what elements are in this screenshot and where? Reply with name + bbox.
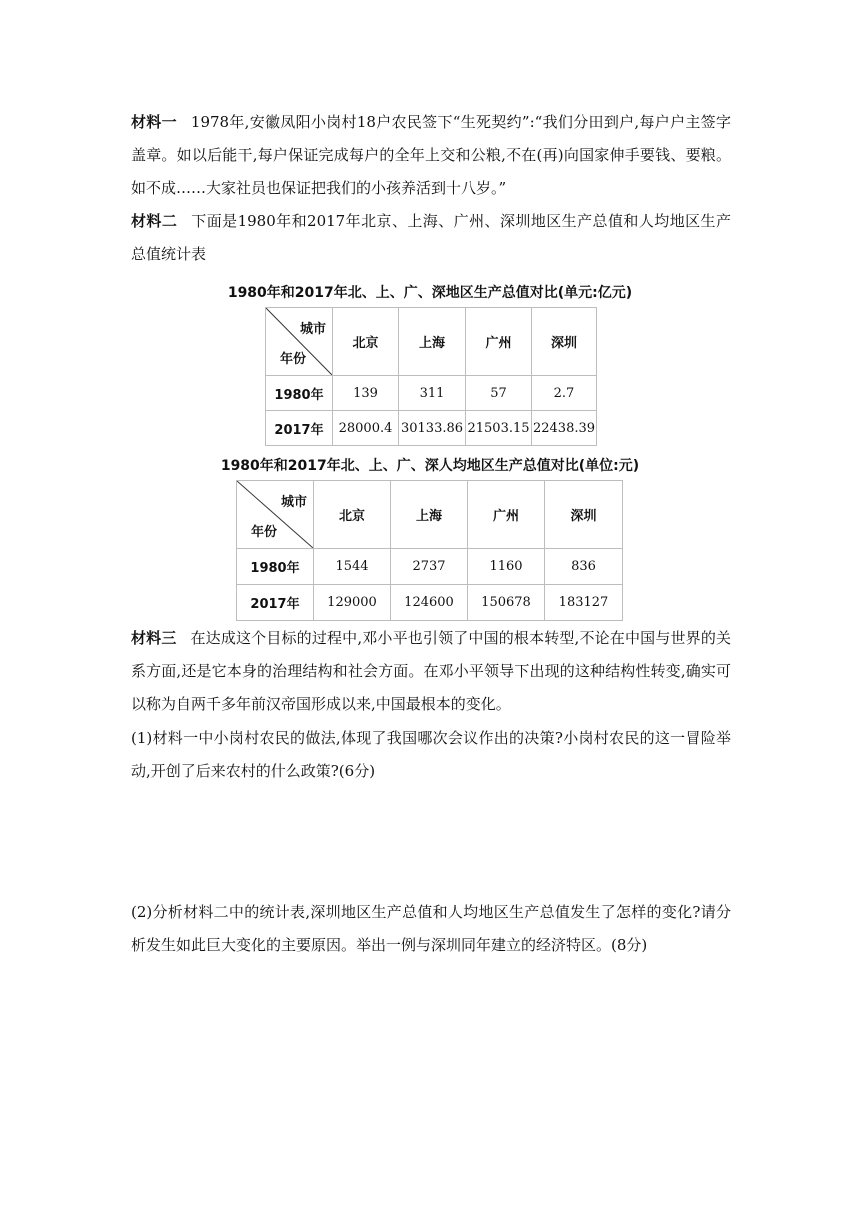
table-cell: 57 <box>466 376 532 411</box>
corner-city-label: 城市 <box>299 322 326 337</box>
material-three <box>131 622 731 721</box>
table-row <box>266 411 597 446</box>
table-cell: 2737 <box>391 549 468 585</box>
column-header: 上海 <box>391 481 468 549</box>
material-one-label: 材料一 <box>131 113 177 131</box>
table-corner-cell <box>266 308 333 376</box>
table-row <box>237 585 623 621</box>
column-header: 深圳 <box>545 481 623 549</box>
table-corner-cell <box>237 481 314 549</box>
row-header: 1980年 <box>237 549 314 585</box>
material-two-text: 下面是1980年和2017年北京、上海、广州、深圳地区生产总值和人均地区生产总值统计表 <box>131 212 731 263</box>
table-row <box>237 549 623 585</box>
question-two: (2)分析材料二中的统计表,深圳地区生产总值和人均地区生产总值发生了怎样的变化?请分析发生如此巨大变化的主要原因。举出一例与深圳同年建立的经济特区。(8分) <box>131 903 731 954</box>
table-cell: 21503.15 <box>466 411 532 446</box>
table-cell: 22438.39 <box>532 411 597 446</box>
table-cell: 28000.4 <box>333 411 399 446</box>
material-one <box>131 106 731 205</box>
row-header: 1980年 <box>266 376 333 411</box>
table-cell: 311 <box>399 376 466 411</box>
gdp-table <box>265 307 597 446</box>
row-header: 2017年 <box>266 411 333 446</box>
table-cell: 124600 <box>391 585 468 621</box>
table-row <box>266 376 597 411</box>
table-cell: 1160 <box>468 549 545 585</box>
column-header: 深圳 <box>532 308 597 376</box>
table-cell: 183127 <box>545 585 623 621</box>
column-header: 上海 <box>399 308 466 376</box>
table-cell: 836 <box>545 549 623 585</box>
column-header: 广州 <box>466 308 532 376</box>
corner-city-label: 城市 <box>280 495 307 510</box>
table-two-caption: 1980年和2017年北、上、广、深人均地区生产总值对比(单位:元) <box>220 458 640 474</box>
material-two <box>131 205 731 271</box>
material-one-text: 1978年,安徽凤阳小岗村18户农民签下“生死契约”:“我们分田到户,每户户主签字盖章。如以后能干,每户保证完成每户的全年上交和公粮,不在(再)向国家伸手要钱、要粮。如不成……大家社员也保证把我们的小孩养活到十八岁。” <box>131 113 731 197</box>
column-header: 北京 <box>314 481 391 549</box>
material-two-label: 材料二 <box>131 212 178 230</box>
per-capita-gdp-table <box>236 480 623 621</box>
table-cell: 139 <box>333 376 399 411</box>
corner-year-label: 年份 <box>251 525 278 540</box>
table-cell: 30133.86 <box>399 411 466 446</box>
material-three-label: 材料三 <box>131 629 177 647</box>
table-cell: 1544 <box>314 549 391 585</box>
table-cell: 129000 <box>314 585 391 621</box>
question-one: (1)材料一中小岗村农民的做法,体现了我国哪次会议作出的决策?小岗村农民的这一冒险举动,开创了后来农村的什么政策?(6分) <box>131 729 731 780</box>
row-header: 2017年 <box>237 585 314 621</box>
table-cell: 150678 <box>468 585 545 621</box>
table-cell: 2.7 <box>532 376 597 411</box>
table-one-caption: 1980年和2017年北、上、广、深地区生产总值对比(单元:亿元) <box>227 285 633 301</box>
column-header: 广州 <box>468 481 545 549</box>
column-header: 北京 <box>333 308 399 376</box>
corner-year-label: 年份 <box>280 352 307 367</box>
material-three-text: 在达成这个目标的过程中,邓小平也引领了中国的根本转型,不论在中国与世界的关系方面,还是它本身的治理结构和社会方面。在邓小平领导下出现的这种结构性转变,确实可以称为自两千多年前汉帝国形成以来,中国最根本的变化。 <box>131 629 731 713</box>
